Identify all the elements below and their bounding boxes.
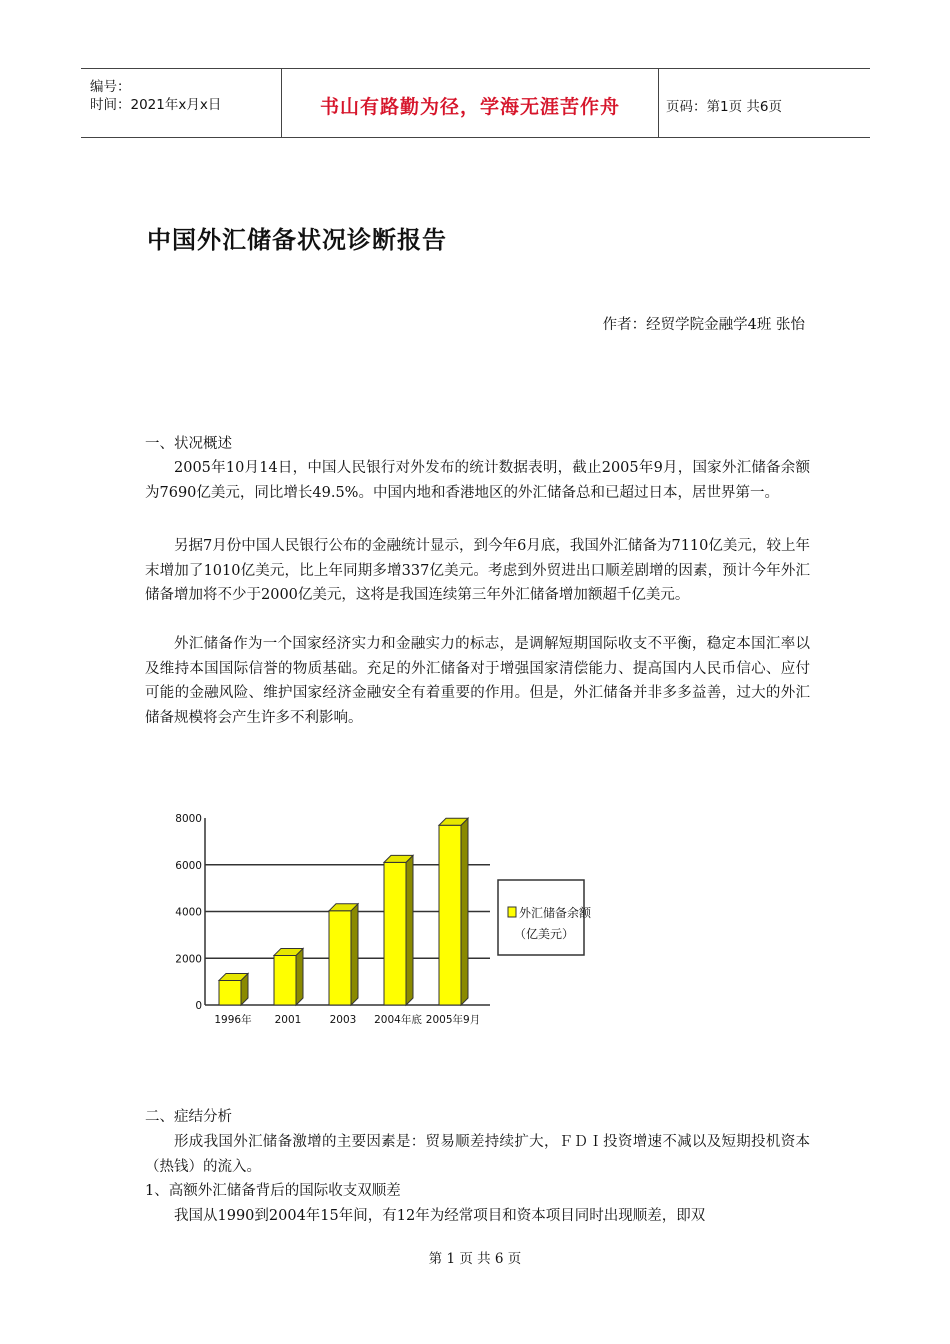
x-tick-label: 1996年 bbox=[214, 1014, 252, 1026]
x-tick-label: 2001 bbox=[274, 1014, 302, 1026]
section1-paragraph-1: 2005年10月14日，中国人民银行对外发布的统计数据表明，截止2005年9月，国家外汇储备余额为7690亿美元，同比增长49.5%。中国内地和香港地区的外汇储备总和已超过日本，居世界第一。 bbox=[145, 460, 810, 501]
x-tick-label: 2004年底 bbox=[374, 1014, 422, 1026]
header-right-cell bbox=[658, 69, 870, 137]
header-table bbox=[81, 68, 870, 138]
chart-legend bbox=[498, 880, 592, 955]
section1-paragraph-3: 外汇储备作为一个国家经济实力和金融实力的标志，是调解短期国际收支不平衡，稳定本国汇率以及维持本国国际信誉的物质基础。充足的外汇储备对于增强国家清偿能力、提高国内人民币信心、应付可能的金融风险、维护国家经济金融安全有着重要的作用。但是，外汇储备并非多多益善，过大的外汇储备规模将会产生许多不利影响。 bbox=[145, 636, 810, 726]
header-left-cell bbox=[81, 69, 281, 137]
legend-label: 外汇储备余额 bbox=[519, 906, 592, 920]
section2-subheading-1: 1、高额外汇储备背后的国际收支双顺差 bbox=[145, 1183, 401, 1199]
bar-side bbox=[406, 855, 413, 1005]
document-title: 中国外汇储备状况诊断报告 bbox=[147, 225, 447, 254]
bar bbox=[219, 980, 241, 1005]
y-tick-label: 0 bbox=[195, 1000, 202, 1012]
x-tick-label: 2003 bbox=[329, 1014, 357, 1026]
page-code: 页码：第1页 共6页 bbox=[666, 99, 782, 115]
bar bbox=[439, 825, 461, 1005]
author-line: 作者：经贸学院金融学4班 张怡 bbox=[602, 317, 805, 333]
y-tick-label: 2000 bbox=[175, 953, 202, 966]
forex-reserve-chart bbox=[160, 805, 600, 1035]
bar bbox=[274, 955, 296, 1005]
bar bbox=[329, 911, 351, 1005]
legend-unit: （亿美元） bbox=[514, 927, 575, 941]
x-tick-label: 2005年9月 bbox=[425, 1014, 481, 1026]
motto: 书山有路勤为径，学海无涯苦作舟 bbox=[319, 96, 620, 118]
page-footer: 第 1 页 共 6 页 bbox=[428, 1251, 522, 1267]
section1-paragraph-2: 另据7月份中国人民银行公布的金融统计显示，到今年6月底，我国外汇储备为7110亿美元，较上年末增加了1010亿美元，比上年同期多增337亿美元。考虑到外贸进出口顺差剧增的因素，预计今年外汇储备增加将不少于2000亿美元，这将是我国连续第三年外汇储备增加额超千亿美元。 bbox=[145, 538, 810, 603]
section2-paragraph-2: 我国从1990到2004年15年间，有12年为经常项目和资本项目同时出现顺差，即双 bbox=[174, 1208, 706, 1224]
document-time: 时间：2021年x月x日 bbox=[90, 97, 222, 113]
bar-side bbox=[296, 948, 303, 1005]
section1-heading: 一、状况概述 bbox=[145, 436, 232, 452]
y-tick-label: 6000 bbox=[175, 859, 202, 872]
bar bbox=[384, 862, 406, 1005]
bar-side bbox=[461, 818, 468, 1005]
bar-side bbox=[351, 904, 358, 1005]
section2-heading: 二、症结分析 bbox=[145, 1109, 232, 1125]
document-number: 编号： bbox=[90, 79, 131, 95]
header-center-cell bbox=[281, 69, 659, 137]
section2-paragraph-1: 形成我国外汇储备激增的主要因素是：贸易顺差持续扩大，ＦＤＩ投资增速不减以及短期投机资本（热钱）的流入。 bbox=[145, 1134, 810, 1175]
y-tick-label: 4000 bbox=[175, 906, 202, 919]
y-tick-label: 8000 bbox=[175, 813, 202, 825]
legend-swatch bbox=[508, 907, 516, 917]
